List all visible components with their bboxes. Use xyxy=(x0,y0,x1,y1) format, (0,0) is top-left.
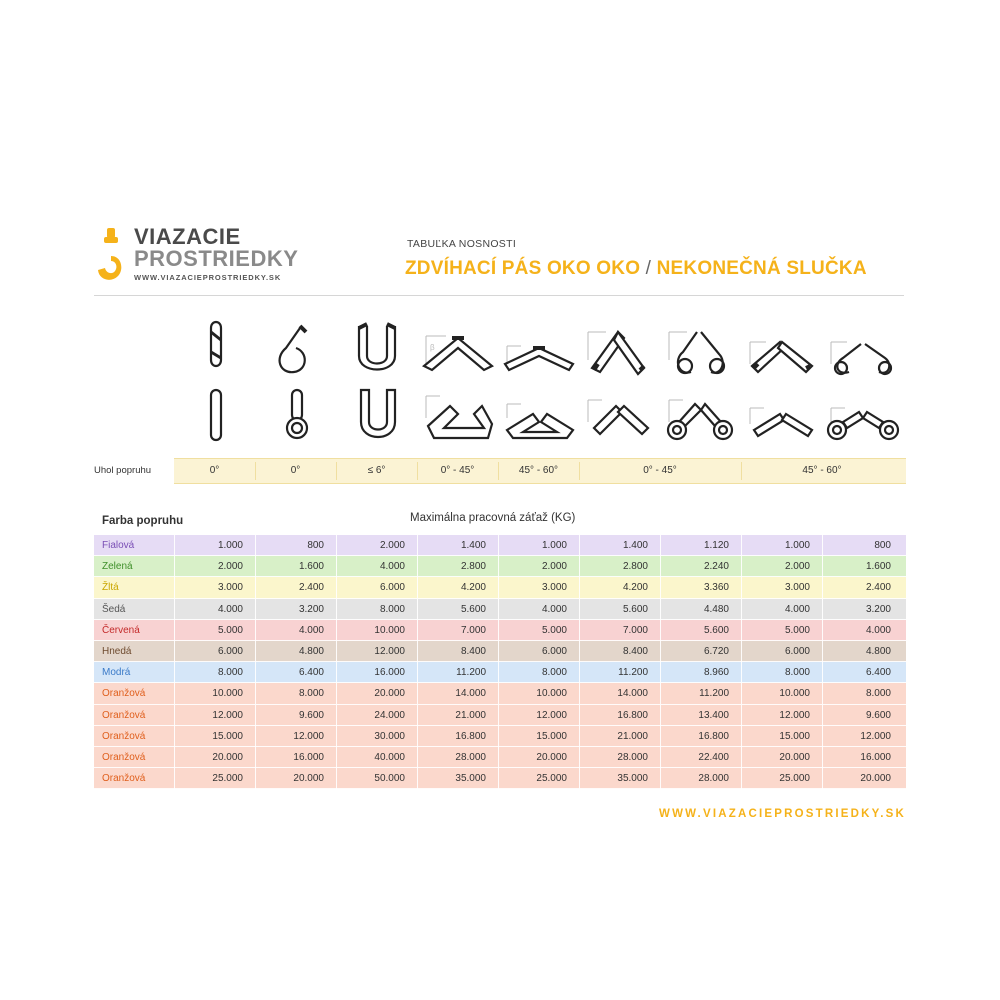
load-value-cell: 1.600 xyxy=(822,556,903,577)
load-value-cell: 6.000 xyxy=(174,641,255,662)
sling-color-name: Zelená xyxy=(102,561,133,573)
load-value-cell: 20.000 xyxy=(336,683,417,704)
load-value-cell: 10.000 xyxy=(174,683,255,704)
load-value-cell: 4.480 xyxy=(660,599,741,620)
load-table xyxy=(94,535,906,789)
load-value-cell: 5.000 xyxy=(741,620,822,641)
angle-row-label: Uhol popruhu xyxy=(94,465,152,476)
title-nekonecna-slucka: NEKONEČNÁ SLUČKA xyxy=(656,258,867,279)
load-value-cell: 8.000 xyxy=(336,599,417,620)
load-value-cell: 40.000 xyxy=(336,747,417,768)
load-header: Maximálna pracovná záťaž (KG) xyxy=(410,512,576,524)
sling-color-name: Žltá xyxy=(102,582,119,594)
load-value-cell: 11.200 xyxy=(579,662,660,683)
two-leg-angle-0-45-icon xyxy=(580,318,661,448)
load-value-cell: 8.000 xyxy=(498,662,579,683)
angle-cell: 45° - 60° xyxy=(518,465,559,476)
load-value-cell: 9.600 xyxy=(822,705,903,726)
angle-cell: 0° xyxy=(290,465,301,476)
sling-color-name: Šedá xyxy=(102,603,126,615)
load-value-cell: 22.400 xyxy=(660,747,741,768)
load-value-cell: 1.400 xyxy=(417,535,498,556)
table-row xyxy=(94,641,906,662)
title-separator: / xyxy=(645,258,652,279)
load-value-cell: 8.400 xyxy=(579,641,660,662)
page-title xyxy=(405,258,867,280)
load-value-cell: 10.000 xyxy=(336,620,417,641)
load-value-cell: 2.400 xyxy=(255,577,336,598)
brand-url[interactable]: WWW.VIAZACIEPROSTRIEDKY.SK xyxy=(134,273,282,282)
load-value-cell: 8.000 xyxy=(741,662,822,683)
sling-color-name: Modrá xyxy=(102,667,131,679)
load-value-cell: 4.000 xyxy=(255,620,336,641)
load-value-cell: 28.000 xyxy=(579,747,660,768)
choke-hitch-icon xyxy=(256,318,337,448)
load-value-cell: 5.000 xyxy=(174,620,255,641)
load-value-cell: 5.600 xyxy=(660,620,741,641)
load-value-cell: 1.600 xyxy=(255,556,336,577)
load-value-cell: 12.000 xyxy=(336,641,417,662)
sling-color-name: Oranžová xyxy=(102,709,146,721)
load-value-cell: 4.000 xyxy=(498,599,579,620)
load-value-cell: 15.000 xyxy=(174,726,255,747)
angle-cell: 45° - 60° xyxy=(802,465,842,476)
load-value-cell: 8.400 xyxy=(417,641,498,662)
angle-cell: 0° - 45° xyxy=(643,465,677,476)
load-value-cell: 6.000 xyxy=(336,577,417,598)
sling-color-name: Oranžová xyxy=(102,688,146,700)
load-value-cell: 800 xyxy=(822,535,903,556)
brand-name-line2: PROSTRIEDKY xyxy=(134,246,299,271)
svg-text:β: β xyxy=(430,343,435,352)
load-value-cell: 20.000 xyxy=(741,747,822,768)
table-row xyxy=(94,556,906,577)
sling-color-name: Oranžová xyxy=(102,773,146,785)
load-value-cell: 1.000 xyxy=(741,535,822,556)
load-value-cell: 16.000 xyxy=(255,747,336,768)
load-value-cell: 13.400 xyxy=(660,705,741,726)
load-value-cell: 4.000 xyxy=(336,556,417,577)
table-row xyxy=(94,599,906,620)
load-value-cell: 20.000 xyxy=(498,747,579,768)
load-value-cell: 3.200 xyxy=(822,599,903,620)
basket-angle-0-45-icon xyxy=(418,318,499,448)
load-value-cell: 5.000 xyxy=(498,620,579,641)
load-value-cell: 11.200 xyxy=(660,683,741,704)
load-value-cell: 5.600 xyxy=(579,599,660,620)
load-value-cell: 2.000 xyxy=(741,556,822,577)
load-value-cell: 16.800 xyxy=(417,726,498,747)
load-value-cell: 20.000 xyxy=(255,768,336,789)
load-value-cell: 3.000 xyxy=(741,577,822,598)
angle-row xyxy=(94,458,906,484)
load-value-cell: 6.720 xyxy=(660,641,741,662)
load-value-cell: 2.000 xyxy=(336,535,417,556)
load-value-cell: 12.000 xyxy=(498,705,579,726)
load-value-cell: 4.000 xyxy=(822,620,903,641)
load-value-cell: 2.240 xyxy=(660,556,741,577)
load-value-cell: 8.000 xyxy=(174,662,255,683)
sling-color-name: Hnedá xyxy=(102,645,132,657)
load-value-cell: 25.000 xyxy=(498,768,579,789)
two-leg-choke-45-60-icon xyxy=(823,318,904,448)
vertical-sling-icon xyxy=(175,318,256,448)
load-value-cell: 14.000 xyxy=(579,683,660,704)
load-value-cell: 3.000 xyxy=(498,577,579,598)
load-value-cell: 8.960 xyxy=(660,662,741,683)
load-value-cell: 6.400 xyxy=(255,662,336,683)
load-value-cell: 7.000 xyxy=(417,620,498,641)
load-value-cell: 15.000 xyxy=(741,726,822,747)
load-value-cell: 16.000 xyxy=(822,747,903,768)
load-value-cell: 3.360 xyxy=(660,577,741,598)
basket-hitch-icon xyxy=(337,318,418,448)
load-value-cell: 35.000 xyxy=(417,768,498,789)
load-value-cell: 20.000 xyxy=(822,768,903,789)
load-value-cell: 25.000 xyxy=(741,768,822,789)
angle-cell: ≤ 6° xyxy=(367,465,386,476)
two-leg-choke-0-45-icon xyxy=(661,318,742,448)
load-value-cell: 10.000 xyxy=(741,683,822,704)
load-value-cell: 15.000 xyxy=(498,726,579,747)
title-oko-oko: ZDVÍHACÍ PÁS OKO OKO xyxy=(405,258,641,279)
load-value-cell: 14.000 xyxy=(417,683,498,704)
table-row xyxy=(94,768,906,789)
table-row xyxy=(94,705,906,726)
brand-logo xyxy=(94,222,314,290)
load-value-cell: 16.800 xyxy=(579,705,660,726)
load-value-cell: 3.000 xyxy=(174,577,255,598)
table-row xyxy=(94,683,906,704)
table-row xyxy=(94,662,906,683)
load-value-cell: 9.600 xyxy=(255,705,336,726)
load-value-cell: 1.120 xyxy=(660,535,741,556)
load-value-cell: 50.000 xyxy=(336,768,417,789)
load-value-cell: 12.000 xyxy=(174,705,255,726)
load-value-cell: 12.000 xyxy=(822,726,903,747)
load-value-cell: 25.000 xyxy=(174,768,255,789)
table-row xyxy=(94,620,906,641)
load-value-cell: 4.800 xyxy=(255,641,336,662)
load-value-cell: 21.000 xyxy=(417,705,498,726)
load-value-cell: 16.800 xyxy=(660,726,741,747)
load-value-cell: 1.000 xyxy=(498,535,579,556)
load-value-cell: 2.000 xyxy=(174,556,255,577)
table-row xyxy=(94,726,906,747)
load-value-cell: 4.000 xyxy=(741,599,822,620)
load-value-cell: 8.000 xyxy=(255,683,336,704)
sling-config-icons xyxy=(175,318,905,448)
load-value-cell: 20.000 xyxy=(174,747,255,768)
load-value-cell: 11.200 xyxy=(417,662,498,683)
angle-bar xyxy=(174,458,906,484)
table-row xyxy=(94,577,906,598)
table-row xyxy=(94,747,906,768)
load-value-cell: 16.000 xyxy=(336,662,417,683)
load-value-cell: 6.000 xyxy=(498,641,579,662)
page-subtitle: TABUĽKA NOSNOSTI xyxy=(407,238,517,250)
color-column-header: Farba popruhu xyxy=(102,515,184,527)
load-value-cell: 12.000 xyxy=(255,726,336,747)
load-value-cell: 21.000 xyxy=(579,726,660,747)
sling-color-name: Fialová xyxy=(102,540,135,551)
sling-color-name: Oranžová xyxy=(102,751,146,763)
load-value-cell: 12.000 xyxy=(741,705,822,726)
load-value-cell: 800 xyxy=(255,535,336,556)
load-value-cell: 24.000 xyxy=(336,705,417,726)
load-value-cell: 28.000 xyxy=(417,747,498,768)
load-value-cell: 1.400 xyxy=(579,535,660,556)
load-value-cell: 4.200 xyxy=(579,577,660,598)
two-leg-angle-45-60-icon xyxy=(742,318,823,448)
table-row xyxy=(94,535,906,556)
crane-hook-icon xyxy=(94,226,128,286)
load-value-cell: 30.000 xyxy=(336,726,417,747)
load-value-cell: 10.000 xyxy=(498,683,579,704)
load-value-cell: 6.400 xyxy=(822,662,903,683)
footer-url[interactable]: WWW.VIAZACIEPROSTRIEDKY.SK xyxy=(659,808,906,820)
angle-cell: 0° - 45° xyxy=(440,465,475,476)
load-value-cell: 8.000 xyxy=(822,683,903,704)
basket-angle-45-60-icon xyxy=(499,318,580,448)
load-value-cell: 2.800 xyxy=(579,556,660,577)
load-value-cell: 2.000 xyxy=(498,556,579,577)
load-value-cell: 4.800 xyxy=(822,641,903,662)
load-value-cell: 7.000 xyxy=(579,620,660,641)
load-value-cell: 2.800 xyxy=(417,556,498,577)
load-value-cell: 28.000 xyxy=(660,768,741,789)
load-value-cell: 35.000 xyxy=(579,768,660,789)
angle-cell: 0° xyxy=(209,465,220,476)
brand-name-line1: VIAZACIE xyxy=(134,224,241,249)
load-value-cell: 2.400 xyxy=(822,577,903,598)
header-divider xyxy=(94,295,904,296)
load-value-cell: 4.000 xyxy=(174,599,255,620)
sling-color-name: Oranžová xyxy=(102,730,146,742)
sling-color-name: Červená xyxy=(102,624,140,636)
load-value-cell: 6.000 xyxy=(741,641,822,662)
load-value-cell: 3.200 xyxy=(255,599,336,620)
load-value-cell: 1.000 xyxy=(174,535,255,556)
load-value-cell: 5.600 xyxy=(417,599,498,620)
load-value-cell: 4.200 xyxy=(417,577,498,598)
